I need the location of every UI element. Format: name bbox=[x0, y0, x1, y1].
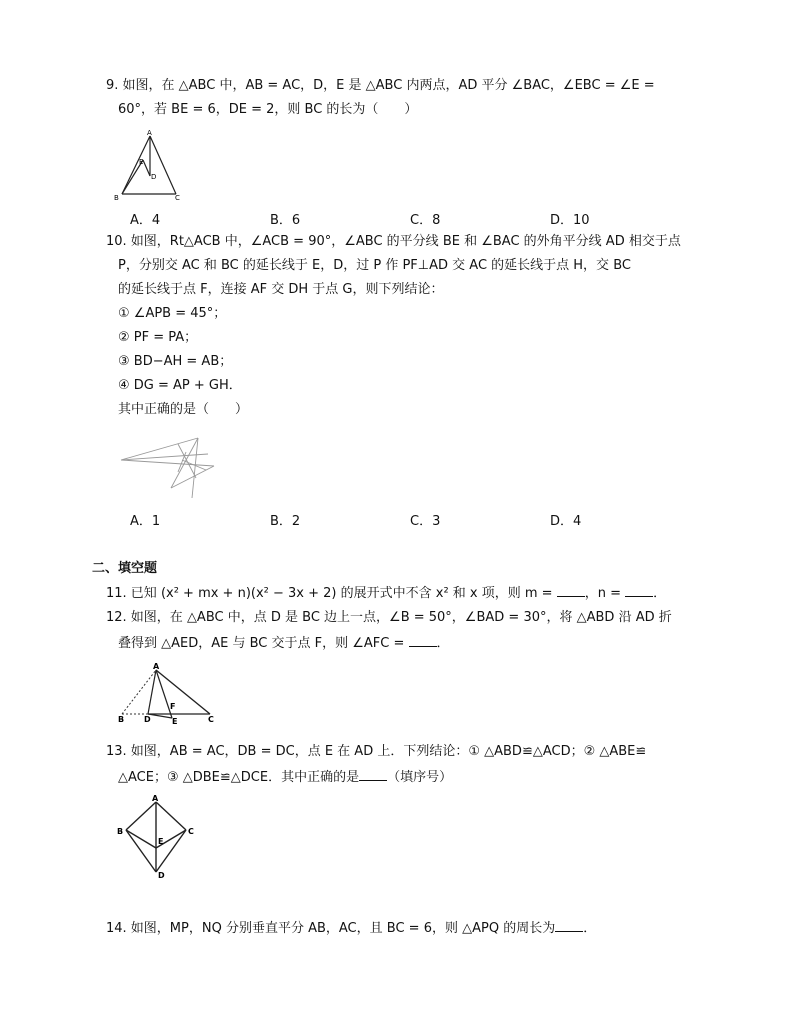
q12-label-e: E bbox=[172, 717, 178, 724]
q9-label-b: B bbox=[114, 194, 119, 202]
q10-line-1: 10. 如图，Rt△ACB 中，∠ACB = 90°，∠ABC 的平分线 BE 和 ∠BAC 的外角平分线 AD 相交于点 bbox=[106, 234, 681, 249]
q9-line-1: 9. 如图，在 △ABC 中，AB = AC，D，E 是 △ABC 内两点，AD 平分 ∠BAC，∠EBC = ∠E = bbox=[106, 78, 655, 93]
q13-line-1: 13. 如图，AB = AC，DB = DC，点 E 在 AD 上．下列结论：① △ABD≌△ACD；② △ABE≌ bbox=[106, 744, 647, 759]
q13-text: △ACE；③ △DBE≌△DCE．其中正确的是 bbox=[118, 770, 360, 785]
q12-label-b: B bbox=[118, 715, 125, 724]
q9-option-d[interactable]: D．10 bbox=[550, 213, 590, 228]
q12-text-end: ． bbox=[436, 636, 450, 651]
q10-conclusion-1: ① ∠APB = 45°； bbox=[118, 306, 227, 321]
q13-blank[interactable] bbox=[359, 767, 387, 781]
q12-label-a: A bbox=[153, 662, 160, 671]
q9-option-a[interactable]: A．4 bbox=[130, 213, 161, 228]
q9-options bbox=[130, 209, 690, 227]
q9-label-c: C bbox=[175, 194, 180, 202]
q10-conclusion-3: ③ BD−AH = AB； bbox=[118, 354, 233, 369]
q10-line-2: P，分别交 AC 和 BC 的延长线于 E，D，过 P 作 PF⊥AD 交 AC 的延长线于点 H，交 BC bbox=[118, 258, 631, 273]
q10-option-b[interactable]: B．2 bbox=[270, 514, 301, 529]
q9-label-d: D bbox=[151, 173, 157, 181]
q11-blank-m[interactable] bbox=[557, 583, 585, 597]
q13-label-c: C bbox=[188, 827, 194, 836]
section-heading-fill-in: 二、填空题 bbox=[92, 561, 158, 576]
q12-line-2 bbox=[118, 633, 450, 654]
q9-label-a: A bbox=[147, 130, 152, 137]
q9-line-2: 60°，若 BE = 6，DE = 2，则 BC 的长为（ ） bbox=[118, 102, 418, 117]
q11-line bbox=[106, 583, 666, 604]
q10-conclusion-2: ② PF = PA； bbox=[118, 330, 198, 345]
q11-text-end: ． bbox=[653, 586, 667, 601]
q12-line-1: 12. 如图，在 △ABC 中，点 D 是 BC 边上一点，∠B = 50°，∠BAD = 30°，将 △ABD 沿 AD 折 bbox=[106, 610, 672, 625]
q12-label-f: F bbox=[170, 702, 176, 711]
q13-line-2 bbox=[118, 767, 452, 788]
q13-text-end: （填序号） bbox=[387, 770, 453, 785]
q10-conclusion-4: ④ DG = AP + GH． bbox=[118, 378, 242, 393]
q13-label-a: A bbox=[152, 794, 159, 803]
q13-label-b: B bbox=[117, 827, 124, 836]
q11-blank-n[interactable] bbox=[625, 583, 653, 597]
q10-question: 其中正确的是（ ） bbox=[118, 402, 249, 417]
q9-option-b[interactable]: B．6 bbox=[270, 213, 301, 228]
q12-label-d: D bbox=[144, 715, 151, 724]
q9-label-e: E bbox=[139, 158, 144, 166]
q12-label-c: C bbox=[208, 715, 214, 724]
q10-options bbox=[130, 510, 690, 528]
q10-option-a[interactable]: A．1 bbox=[130, 514, 161, 529]
q11-text-mid: ，n = bbox=[584, 586, 626, 601]
q10-line-3: 的延长线于点 F，连接 AF 交 DH 于点 G，则下列结论： bbox=[118, 282, 444, 297]
q13-figure bbox=[112, 792, 202, 882]
q12-figure bbox=[114, 660, 222, 724]
q12-blank[interactable] bbox=[409, 633, 437, 647]
q9-option-c[interactable]: C．8 bbox=[410, 213, 441, 228]
q13-label-d: D bbox=[158, 871, 165, 880]
q14-text: 14. 如图，MP，NQ 分别垂直平分 AB，AC，且 BC = 6，则 △APQ 的周长为 bbox=[106, 921, 556, 936]
q11-text-start: 11. 已知 (x² + mx + n)(x² − 3x + 2) 的展开式中不含 x² 和 x 项，则 m = bbox=[106, 586, 557, 601]
q10-figure bbox=[116, 432, 222, 502]
q9-figure bbox=[112, 130, 182, 202]
q14-text-end: ． bbox=[583, 921, 597, 936]
q13-label-e: E bbox=[158, 837, 164, 846]
q14-line bbox=[106, 918, 596, 939]
q10-option-c[interactable]: C．3 bbox=[410, 514, 441, 529]
q14-blank[interactable] bbox=[555, 918, 583, 932]
q10-option-d[interactable]: D．4 bbox=[550, 514, 582, 529]
q12-text: 叠得到 △AED，AE 与 BC 交于点 F，则 ∠AFC = bbox=[118, 636, 409, 651]
